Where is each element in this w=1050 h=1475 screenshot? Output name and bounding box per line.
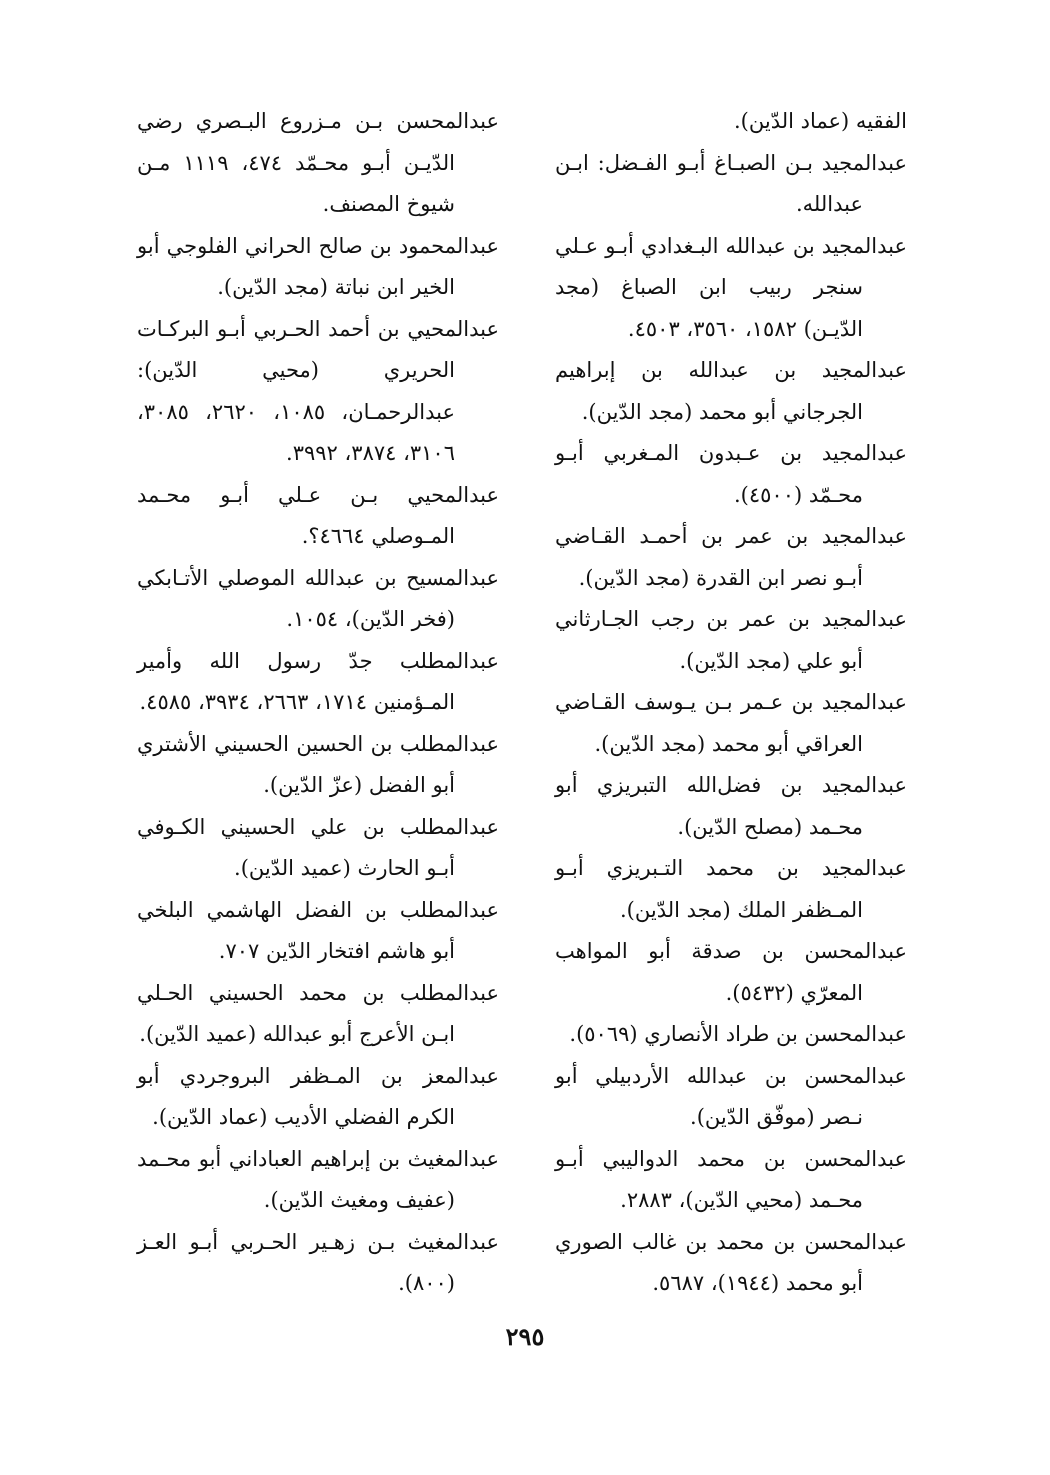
index-entry: عبدالمحمود بن صالح الحراني الفلوجي أبو الخير ابن نباتة (مجد الدّين).	[137, 233, 499, 299]
index-entry: عبدالمطلب بن محمد الحسيني الحـلي ابـن الأعرج أبو عبدالله (عميد الدّين).	[137, 980, 499, 1046]
index-entry: عبدالمغيث بـن زهـير الحـربي أبـو العـز (٨٠٠).	[137, 1229, 499, 1295]
index-entry: عبدالمغيث بن إبراهيم العباداني أبو محـمد (عفيف ومغيث الدّين).	[137, 1146, 499, 1212]
index-entry: عبدالمجيد بن محمد التـبريزي أبـو المـظفر الملك (مجد الدّين).	[555, 856, 907, 922]
index-entry: عبدالمجيد بن عبدالله بن إبراهيم الجرجاني أبو محمد (مجد الدّين).	[555, 358, 907, 424]
index-entry: عبدالمطلب بن الحسين الحسيني الأشتري أبو الفضل (عزّ الدّين).	[137, 731, 499, 797]
index-entry: عبدالمجيد بن عمر بن رجب الجـارثاني أبو علي (مجد الدّين).	[555, 607, 907, 673]
index-entry: الفقيه (عماد الدّين).	[734, 109, 907, 133]
index-entry: عبدالمطلب بن الفضل الهاشمي البلخي أبو هاشم افتخار الدّين ٧٠٧.	[137, 897, 499, 963]
page-number: ٢٩٥	[505, 1322, 545, 1351]
index-entry: عبدالمحسن بن محمد بن غالب الصوري أبو محمد (١٩٤٤)، ٥٦٨٧.	[555, 1229, 907, 1295]
index-entry: عبدالمطلب بن علي الحسيني الكـوفي أبـو الحارث (عميد الدّين).	[137, 814, 499, 880]
index-entry: عبدالمجيد بن عـمر بـن يـوسف القـاضي العراقي أبو محمد (مجد الدّين).	[555, 690, 907, 756]
index-entry: عبدالمجيد بن عمر بن أحمـد القـاضي أبـو نصر ابن القدرة (مجد الدّين).	[555, 524, 907, 590]
index-entry: عبدالمحسن بن محمد الدواليبي أبـو محـمد (محيي الدّين)، ٢٨٨٣.	[555, 1146, 907, 1212]
left-column	[137, 101, 499, 1305]
index-entry: عبدالمحسن بن صدقة أبو المواهب المعرّي (٥٤٣٢).	[555, 939, 907, 1005]
index-entry: عبدالمجيد بن فضل‌الله التبريزي أبو محـمد (مصلح الدّين).	[555, 773, 907, 839]
index-entry: عبدالمحسن بن عبدالله الأردبيلي أبو نـصر (موفّق الدّين).	[555, 1063, 907, 1129]
index-entry: عبدالمجيد بن عبدالله البـغدادي أبـو عـلي سنجر ربيب ابن الصباغ (مجد الدّيـن) ١٥٨٢، ٣٥٦٠، ٤٥٠٣.	[555, 233, 907, 341]
index-entry: عبدالمجيد بـن الصبـاغ أبـو الفـضل: ابـن عبدالله.	[555, 150, 907, 216]
index-entry: عبدالمعز بن المـظفر البروجردي أبو الكرم الفضلي الأديب (عماد الدّين).	[137, 1063, 499, 1129]
index-entry: عبدالمحسن بـن مـزروع البـصري رضي الدّيـن أبـو محـمّد ٤٧٤، ١١١٩ مـن شيوخ المصنف.	[137, 109, 499, 216]
index-entry: عبدالمجيد بن عـبدون المـغربي أبـو محـمّد (٤٥٠٠).	[555, 441, 907, 507]
index-entry: عبدالمسيح بن عبدالله الموصلي الأتـابكي (فخر الدّين)، ١٠٥٤.	[137, 565, 499, 631]
index-entry: عبدالمحيي بـن عـلي أبـو محـمد المـوصلي ٤٦٦٤؟.	[137, 482, 499, 548]
index-entry: عبدالمطلب جدّ رسول الله وأمير المـؤمنين ١٧١٤، ٢٦٦٣، ٣٩٣٤، ٤٥٨٥.	[137, 648, 499, 714]
index-entry: عبدالمحسن بن طراد الأنصاري (٥٠٦٩).	[569, 1022, 907, 1046]
index-entry: عبدالمحيي بن أحمد الحـربي أبـو البركـات الحريري (محيي الدّين): عبدالرحمـان، ١٠٨٥، ٢٦٢٠، ٣٠٨٥، ٣١٠٦، ٣٨٧٤، ٣٩٩٢.	[137, 316, 499, 465]
right-column	[555, 101, 907, 1305]
